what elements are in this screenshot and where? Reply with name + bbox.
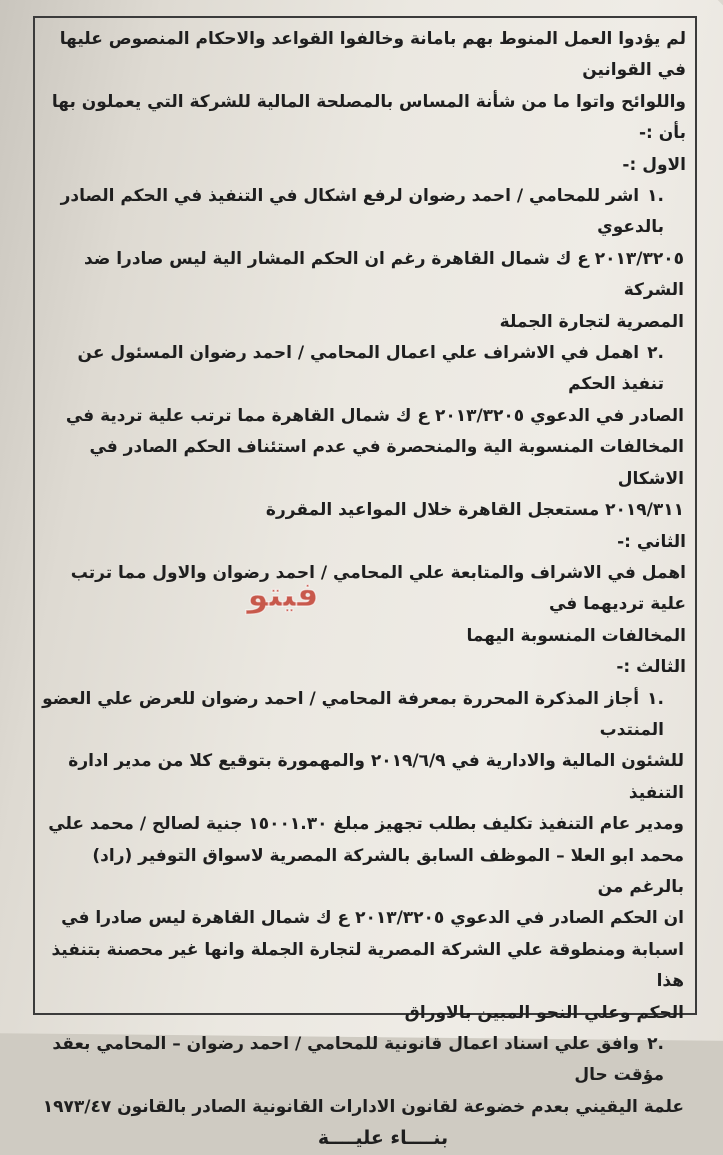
list-item-line: المصرية لتجارة الجملة <box>499 311 684 332</box>
paragraph-line: اهمل في الاشراف والمتابعة علي المحامي / احمد رضوان والاول مما ترتب علية ترديهما في <box>70 562 686 615</box>
vito-logo-watermark <box>228 568 338 620</box>
list-item: .٢اهمل في الاشراف علي اعمال المحامي / احمد رضوان المسئول عن تنفيذ الحكم <box>40 338 686 401</box>
list-item-line: الصادر في الدعوي ٢٠١٣/٣٢٠٥ ع ك شمال القاهرة مما ترتب علية تردية في <box>65 405 684 426</box>
closing-phrase: بنــــاء عليــــة <box>317 1127 449 1150</box>
section-heading-third: الثالث :- <box>616 657 686 678</box>
list-item-line: الحكم وعلي النحو المبين بالاوراق <box>404 1002 684 1023</box>
item-number: .١ <box>647 186 664 207</box>
list-item-line: المخالفات المنسوبة الية والمنحصرة في عدم استئناف الحكم الصادر في الاشكال <box>89 437 684 489</box>
intro-line: لم يؤدوا العمل المنوط بهم بامانة وخالفوا القواعد والاحكام المنصوص عليها في القوانين <box>59 29 686 81</box>
section-heading-second: الثاني :- <box>617 531 686 552</box>
item-number: .١ <box>647 688 664 709</box>
paragraph-line: المخالفات المنسوبة اليهما <box>466 625 686 646</box>
intro-line: واللوائح واتوا ما من شأنة المساس بالمصلحة المالية للشركة التي يعملون بها بأن :- <box>51 91 686 144</box>
list-item-line: للشئون المالية والادارية في ٢٠١٩/٦/٩ والمهمورة بتوقيع كلا من مدير ادارة التنفيذ <box>68 751 684 803</box>
list-item-line: اسبابة ومنطوقة علي الشركة المصرية لتجارة الجملة وانها غير محصنة بتنفيذ هذا <box>51 939 684 992</box>
list-item-line: ٢٠١٣/٣٢٠٥ ع ك شمال القاهرة رغم ان الحكم المشار الية ليس صادرا ضد الشركة <box>84 248 684 301</box>
document-body <box>40 24 686 1155</box>
list-item-line: علمة اليقيني بعدم خضوعة لقانون الادارات القانونية الصادر بالقانون ١٩٧٣/٤٧ <box>42 1096 684 1117</box>
list-item: .١اشر للمحامي / احمد رضوان لرفع اشكال في التنفيذ في الحكم الصادر بالدعوي <box>40 181 686 244</box>
list-item: .١أجاز المذكرة المحررة بمعرفة المحامي / احمد رضوان للعرض علي العضو المنتدب <box>40 684 686 747</box>
folded-corner <box>713 0 723 22</box>
section-heading-first: الاول :- <box>622 154 686 175</box>
list-item-line: ومدير عام التنفيذ تكليف بطلب تجهيز مبلغ ١٥٠٠١.٣٠ جنية لصالح / محمد علي <box>48 814 684 835</box>
list-item-line: ان الحكم الصادر في الدعوي ٢٠١٣/٣٢٠٥ ع ك شمال القاهرة ليس صادرا في <box>61 908 684 929</box>
list-item: .٢وافق علي اسناد اعمال قانونية للمحامي / احمد رضوان – المحامي بعقد مؤقت حال <box>40 1029 686 1092</box>
list-item-line: ٢٠١٩/٣١١ مستعجل القاهرة خلال المواعيد المقررة <box>265 500 684 521</box>
item-number: .٢ <box>647 343 664 364</box>
list-item-line: محمد ابو العلا – الموظف السابق بالشركة المصرية لاسواق التوفير (راد) بالرغم من <box>92 845 684 897</box>
svg-text:فيتو: فيتو <box>247 575 319 615</box>
item-number: .٢ <box>647 1034 664 1054</box>
